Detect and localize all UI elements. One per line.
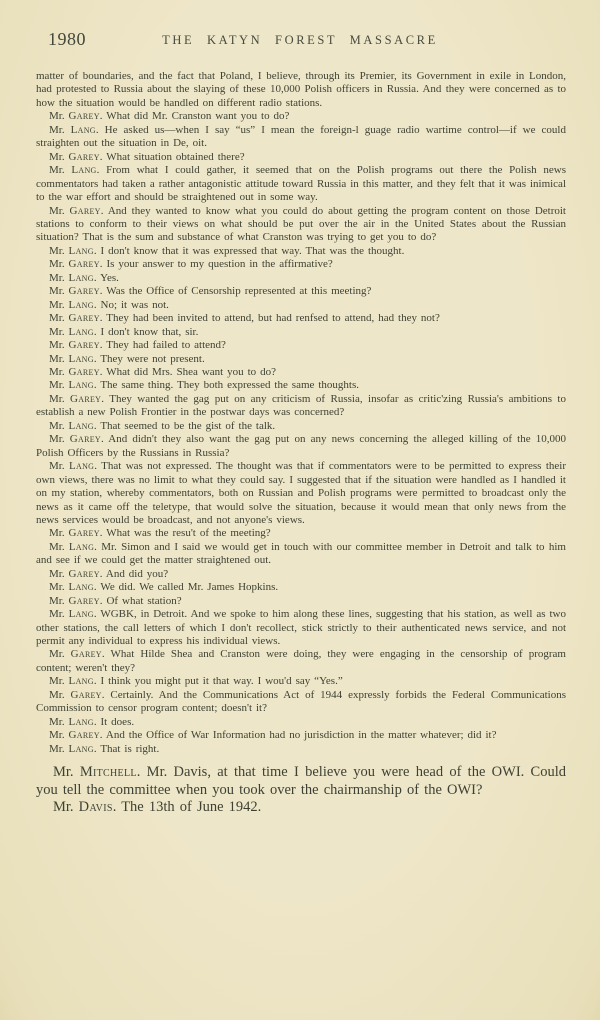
speaker-name: Garey [68,594,100,607]
speaker-name: Mitchell [79,764,137,781]
speaker-name: Lang [68,271,94,284]
dialogue-paragraph: Mr. Garey. What did Mrs. Shea want you to do? [49,365,276,378]
speaker-name: Lang [68,419,94,432]
speaker-name: Garey [68,339,100,352]
speaker-name: Garey [70,688,102,701]
speaker-name: Garey [68,365,100,378]
dialogue-paragraph: Mr. Lang. Mr. Simon and I said we would get in touch with our committee member in Detroit and talk to him and see if we could get the matter straightened out. [36,540,566,567]
dialogue-paragraph: Mr. Lang. I don't know that, sir. [49,325,199,338]
dialogue-paragraph: Mr. Garey. Certainly. And the Communications Act of 1944 expressly forbids the Federal Communications Commission to censor program content; doesn't it? [36,688,566,715]
dialogue-paragraph: Mr. Garey. Of what station? [49,594,182,607]
dialogue-paragraph: Mr. Garey. What Hilde Shea and Cranston were doing, they were engaging in the censorship of program content; weren't they? [36,648,566,674]
dialogue-paragraph: Mr. Lang. That is right. [49,742,160,755]
dialogue-paragraph: Mr. Garey. And didn't they also want the gag put on any news concerning the alleged killing of the 10,000 Polish Officers by the Russians in Russia? [36,433,566,459]
dialogue-paragraph: Mr. Garey. Was the Office of Censorship represented at this meeting? [49,285,372,298]
speaker-name: Lang [68,675,94,688]
dialogue-paragraph: Mr. Lang. WGBK, in Detroit. And we spoke to him along these lines, suggesting that his station, as well as two other stations, the call letters of which I don't recollect, stick strictly to their authenticated news service, and not permit any individual to express his individual views. [36,608,566,648]
speaker-name: Davis [78,799,113,816]
dialogue-paragraph: Mr. Garey. Is your answer to my question in the affirmative? [49,258,333,271]
dialogue-paragraph: Mr. Lang. I think you might put it that way. I wou'd say “Yes.” [49,675,343,688]
dialogue-paragraph: Mr. Garey. They wanted the gag put on any criticism of Russia, insofar as critic'zing Russia's ambitions to establish a new Polish Frontier in the postwar days was concerned? [36,392,566,419]
dialogue-paragraph: Mr. Mitchell. Mr. Davis, at that time I believe you were head of the OWI. Could you tell the committee when you took over the chairmanship of the OWI? [36,764,567,798]
speaker-name: Lang [68,608,94,621]
speaker-name: Garey [68,110,100,123]
speaker-name: Lang [68,742,94,755]
page-header [0,29,600,53]
dialogue-paragraph: Mr. Lang. Yes. [49,271,119,284]
speaker-name: Garey [69,204,101,217]
dialogue-paragraph: Mr. Lang. From what I could gather, it seemed that on the Polish programs out there the Polish news commentators had taken a rather antagonistic attitude toward Russia in this matter, and they felt that it was inimical to the war effort and should be straightened out in some way. [36,164,566,204]
dialogue-paragraph: Mr. Lang. He asked us—when I say “us” I mean the foreign-l guage radio wartime control—if we could straighten out the situation in De, oit. [36,123,566,150]
dialogue-paragraph: Mr. Lang. No; it was not. [49,298,169,311]
speaker-name: Garey [68,258,100,271]
dialogue-paragraph: Mr. Garey. What was the resu't of the meeting? [49,527,271,540]
speaker-name: Garey [68,150,100,163]
transcript-large-type [36,764,566,817]
speaker-name: Lang [68,244,94,257]
dialogue-paragraph: Mr. Garey. What did Mr. Cranston want you to do? [49,110,290,123]
speaker-name: Garey [68,527,100,540]
speaker-name: Lang [68,540,95,553]
dialogue-paragraph: Mr. Lang. We did. We called Mr. James Hopkins. [49,581,279,594]
speaker-name: Lang [68,298,94,311]
dialogue-paragraph: Mr. Lang. I don't know that it was expressed that way. That was the thought. [49,244,405,257]
dialogue-paragraph: Mr. Lang. The same thing. They both expressed the same thoughts. [49,379,359,392]
speaker-name: Lang [68,352,94,365]
dialogue-paragraph: Mr. Lang. That seemed to be the gist of the talk. [49,419,276,432]
dialogue-paragraph: matter of boundaries, and the fact that Poland, I believe, through its Premier, its Government in exile in London, had protested to Russia about the slaying of these 10,000 Polish officers in Russia. And they were concerned as to how the situation would be handled on different radio stations. [36,70,566,109]
dialogue-paragraph: Mr. Davis. The 13th of June 1942. [53,799,262,816]
dialogue-paragraph: Mr. Garey. They had been invited to attend, but had renfsed to attend, had they not? [49,312,440,325]
speaker-name: Lang [71,164,97,177]
speaker-name: Lang [70,123,96,136]
dialogue-paragraph: Mr. Garey. And did you? [49,567,169,580]
speaker-name: Lang [68,325,94,338]
speaker-name: Lang [68,460,95,473]
speaker-name: Lang [68,581,94,594]
speaker-name: Lang [68,715,94,728]
speaker-name: Garey [68,285,100,298]
speaker-name: Garey [69,433,101,446]
page-number: 1980 [48,29,86,49]
speaker-name: Garey [68,567,100,580]
dialogue-paragraph: Mr. Lang. They were not present. [49,352,205,365]
dialogue-paragraph: Mr. Garey. And they wanted to know what you could do about getting the program content on those Detroit stations to conform to their views on what should be put over the air in the United States about the Russian situation? That is the sum and substance of what Cranston was trying to get you to do? [36,204,566,244]
speaker-name: Garey [70,392,102,405]
dialogue-paragraph: Mr. Lang. It does. [49,715,135,728]
speaker-name: Garey [70,648,102,661]
dialogue-paragraph: Mr. Garey. They had failed to attend? [49,339,226,352]
speaker-name: Garey [68,312,100,325]
dialogue-paragraph: Mr. Garey. What situation obtained there? [49,150,245,163]
dialogue-paragraph: Mr. Garey. And the Office of War Information had no jurisdiction in the matter whatever; did it? [49,729,497,742]
page-header-title: THE KATYN FOREST MASSACRE [162,33,438,47]
dialogue-paragraph: Mr. Lang. That was not expressed. The thought was that if commentators were to be permitted to express their own views, there was no limit to what they could say. I suggested that if the situation were handled as I handled it on my station, whereby commentators, both on Russian and Polish programs were permitted to broadcast only the news as it came off the teletype, that would solve the situation, because it would mean that only news from the news services would be broadcast, and not anyone's views. [36,460,566,526]
speaker-name: Lang [68,379,94,392]
transcript-small-type [36,70,566,756]
speaker-name: Garey [68,729,100,742]
